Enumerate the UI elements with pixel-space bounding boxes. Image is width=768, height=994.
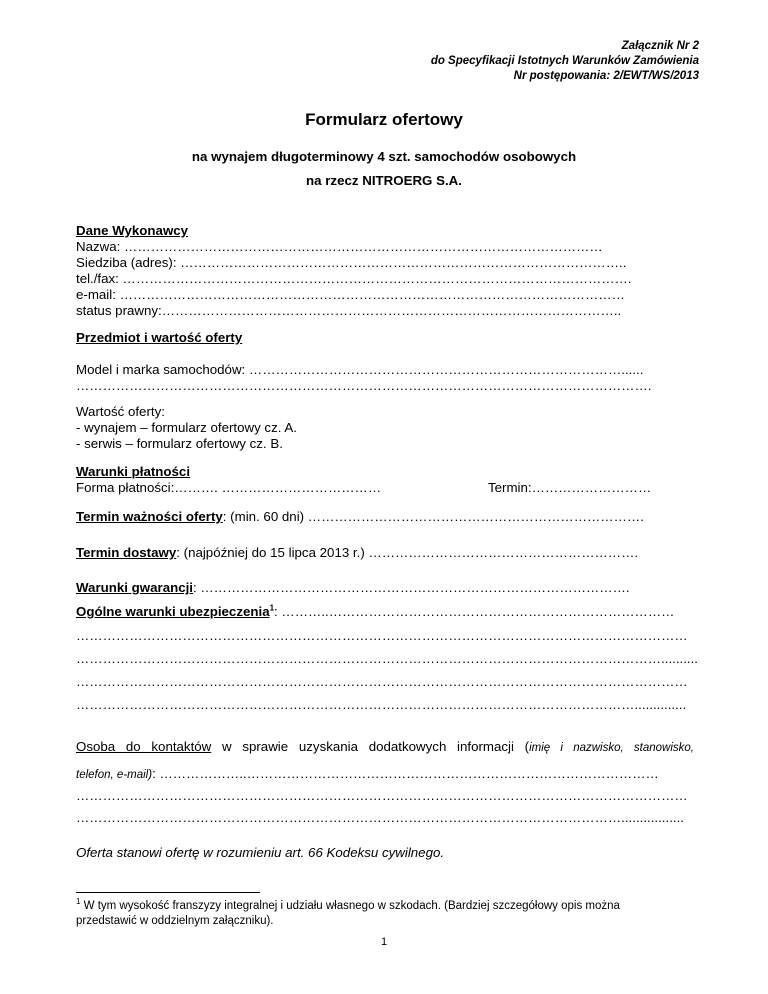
payment-form-field: Forma płatności:………. ……………………………… [76, 480, 382, 495]
insurance-line-1: ………………………………………………………………………………………………………………………… [76, 628, 688, 643]
validity-field: : (min. 60 dni) …………………………………………………………………. [222, 509, 644, 524]
delivery-row [76, 545, 638, 560]
validity-label: Termin ważności oferty [76, 509, 223, 524]
insurance-row [76, 604, 674, 619]
footnote-line-1 [76, 897, 620, 912]
delivery-label: Termin dostawy [76, 545, 177, 560]
footnote-ref: 1 [269, 603, 275, 613]
payment-heading: Warunki płatności [76, 464, 191, 479]
contact-hint: imię i nazwisko, stanowisko, [529, 742, 694, 754]
offer-value-rent: - wynajem – formularz ofertowy cz. A. [76, 420, 297, 435]
offer-value-service: - serwis – formularz ofertowy cz. B. [76, 436, 283, 451]
warranty-field: : ……………………………………………………………………………………. [193, 580, 630, 595]
contact-row-2 [76, 766, 659, 781]
insurance-line-2: …………………………………………………………………………………………………………………….......... [76, 651, 699, 666]
closing-statement: Oferta stanowi ofertę w rozumieniu art. 66 Kodeksu cywilnego. [76, 845, 445, 860]
subtitle-1: na wynajem długoterminowy 4 szt. samochodów osobowych [191, 149, 577, 164]
warranty-row [76, 580, 630, 595]
payment-term-field: Termin:……………………… [488, 480, 652, 495]
contact-text: w sprawie uzyskania dodatkowych informacji ( [222, 739, 530, 754]
warranty-label: Warunki gwarancji [76, 580, 193, 595]
contact-line-2: ……………………………………………………………………………………………………………................. [76, 810, 684, 825]
header-line-2: do Specyfikacji Istotnych Warunków Zamówienia [430, 55, 699, 67]
footnote-mark: 1 [76, 897, 81, 907]
footnote-separator [76, 892, 260, 893]
footnote-text-1: W tym wysokość franszyzy integralnej i udziału własnego w szkodach. (Bardziej szczegółowy opis można [83, 900, 620, 912]
insurance-line-3: ………………………………………………………………………………………………………………………… [76, 674, 688, 689]
header-line-1: Załącznik Nr 2 [621, 40, 699, 52]
contact-line-1: ………………………………………………………………………………………………………………………… [76, 788, 688, 803]
contact-label: Osoba do kontaktów [76, 739, 212, 754]
footnote-text-2: przedstawić w oddzielnym załączniku). [76, 915, 274, 927]
insurance-field: : ………..…………………………………………………………………… [274, 604, 675, 619]
header-line-3: Nr postępowania: 2/EWT/WS/2013 [513, 70, 699, 82]
contractor-status-field: status prawny:………………………………………………………………………………………….. [76, 303, 622, 318]
insurance-line-4: ……………………………………………………………………………………………………………….............. [76, 697, 687, 712]
contractor-email-field: e-mail: …………………………………………………………………………………………………… [76, 287, 625, 302]
validity-row [76, 509, 644, 524]
subject-heading: Przedmiot i wartość oferty [76, 330, 243, 345]
model-field-continuation: …………………………………………………………………………………………………………………. [76, 378, 652, 393]
page-title: Formularz ofertowy [305, 110, 463, 129]
contact-hint-2: telefon, e-mail) [76, 769, 153, 781]
contractor-name-field: Nazwa: ……………………………………………………………………………………………… [76, 239, 603, 254]
insurance-label: Ogólne warunki ubezpieczenia [76, 604, 270, 619]
delivery-field: : (najpóźniej do 15 lipca 2013 r.) ……………………………………………………. [176, 545, 639, 560]
contractor-heading: Dane Wykonawcy [76, 223, 189, 238]
contractor-address-field: Siedziba (adres): ……………………………………………………………………………………….. [76, 255, 627, 270]
contact-field: : ………………..………………………………………………………………………………… [152, 766, 659, 781]
offer-value-label: Wartość oferty: [76, 404, 165, 419]
contractor-phone-field: tel./fax: ……………………………………………………………………………………………………. [76, 271, 632, 286]
contact-row [76, 739, 694, 754]
model-field: Model i marka samochodów: …………………………………………………………………………...... [76, 362, 644, 377]
page-number: 1 [380, 936, 388, 948]
subtitle-2: na rzecz NITROERG S.A. [306, 173, 462, 188]
